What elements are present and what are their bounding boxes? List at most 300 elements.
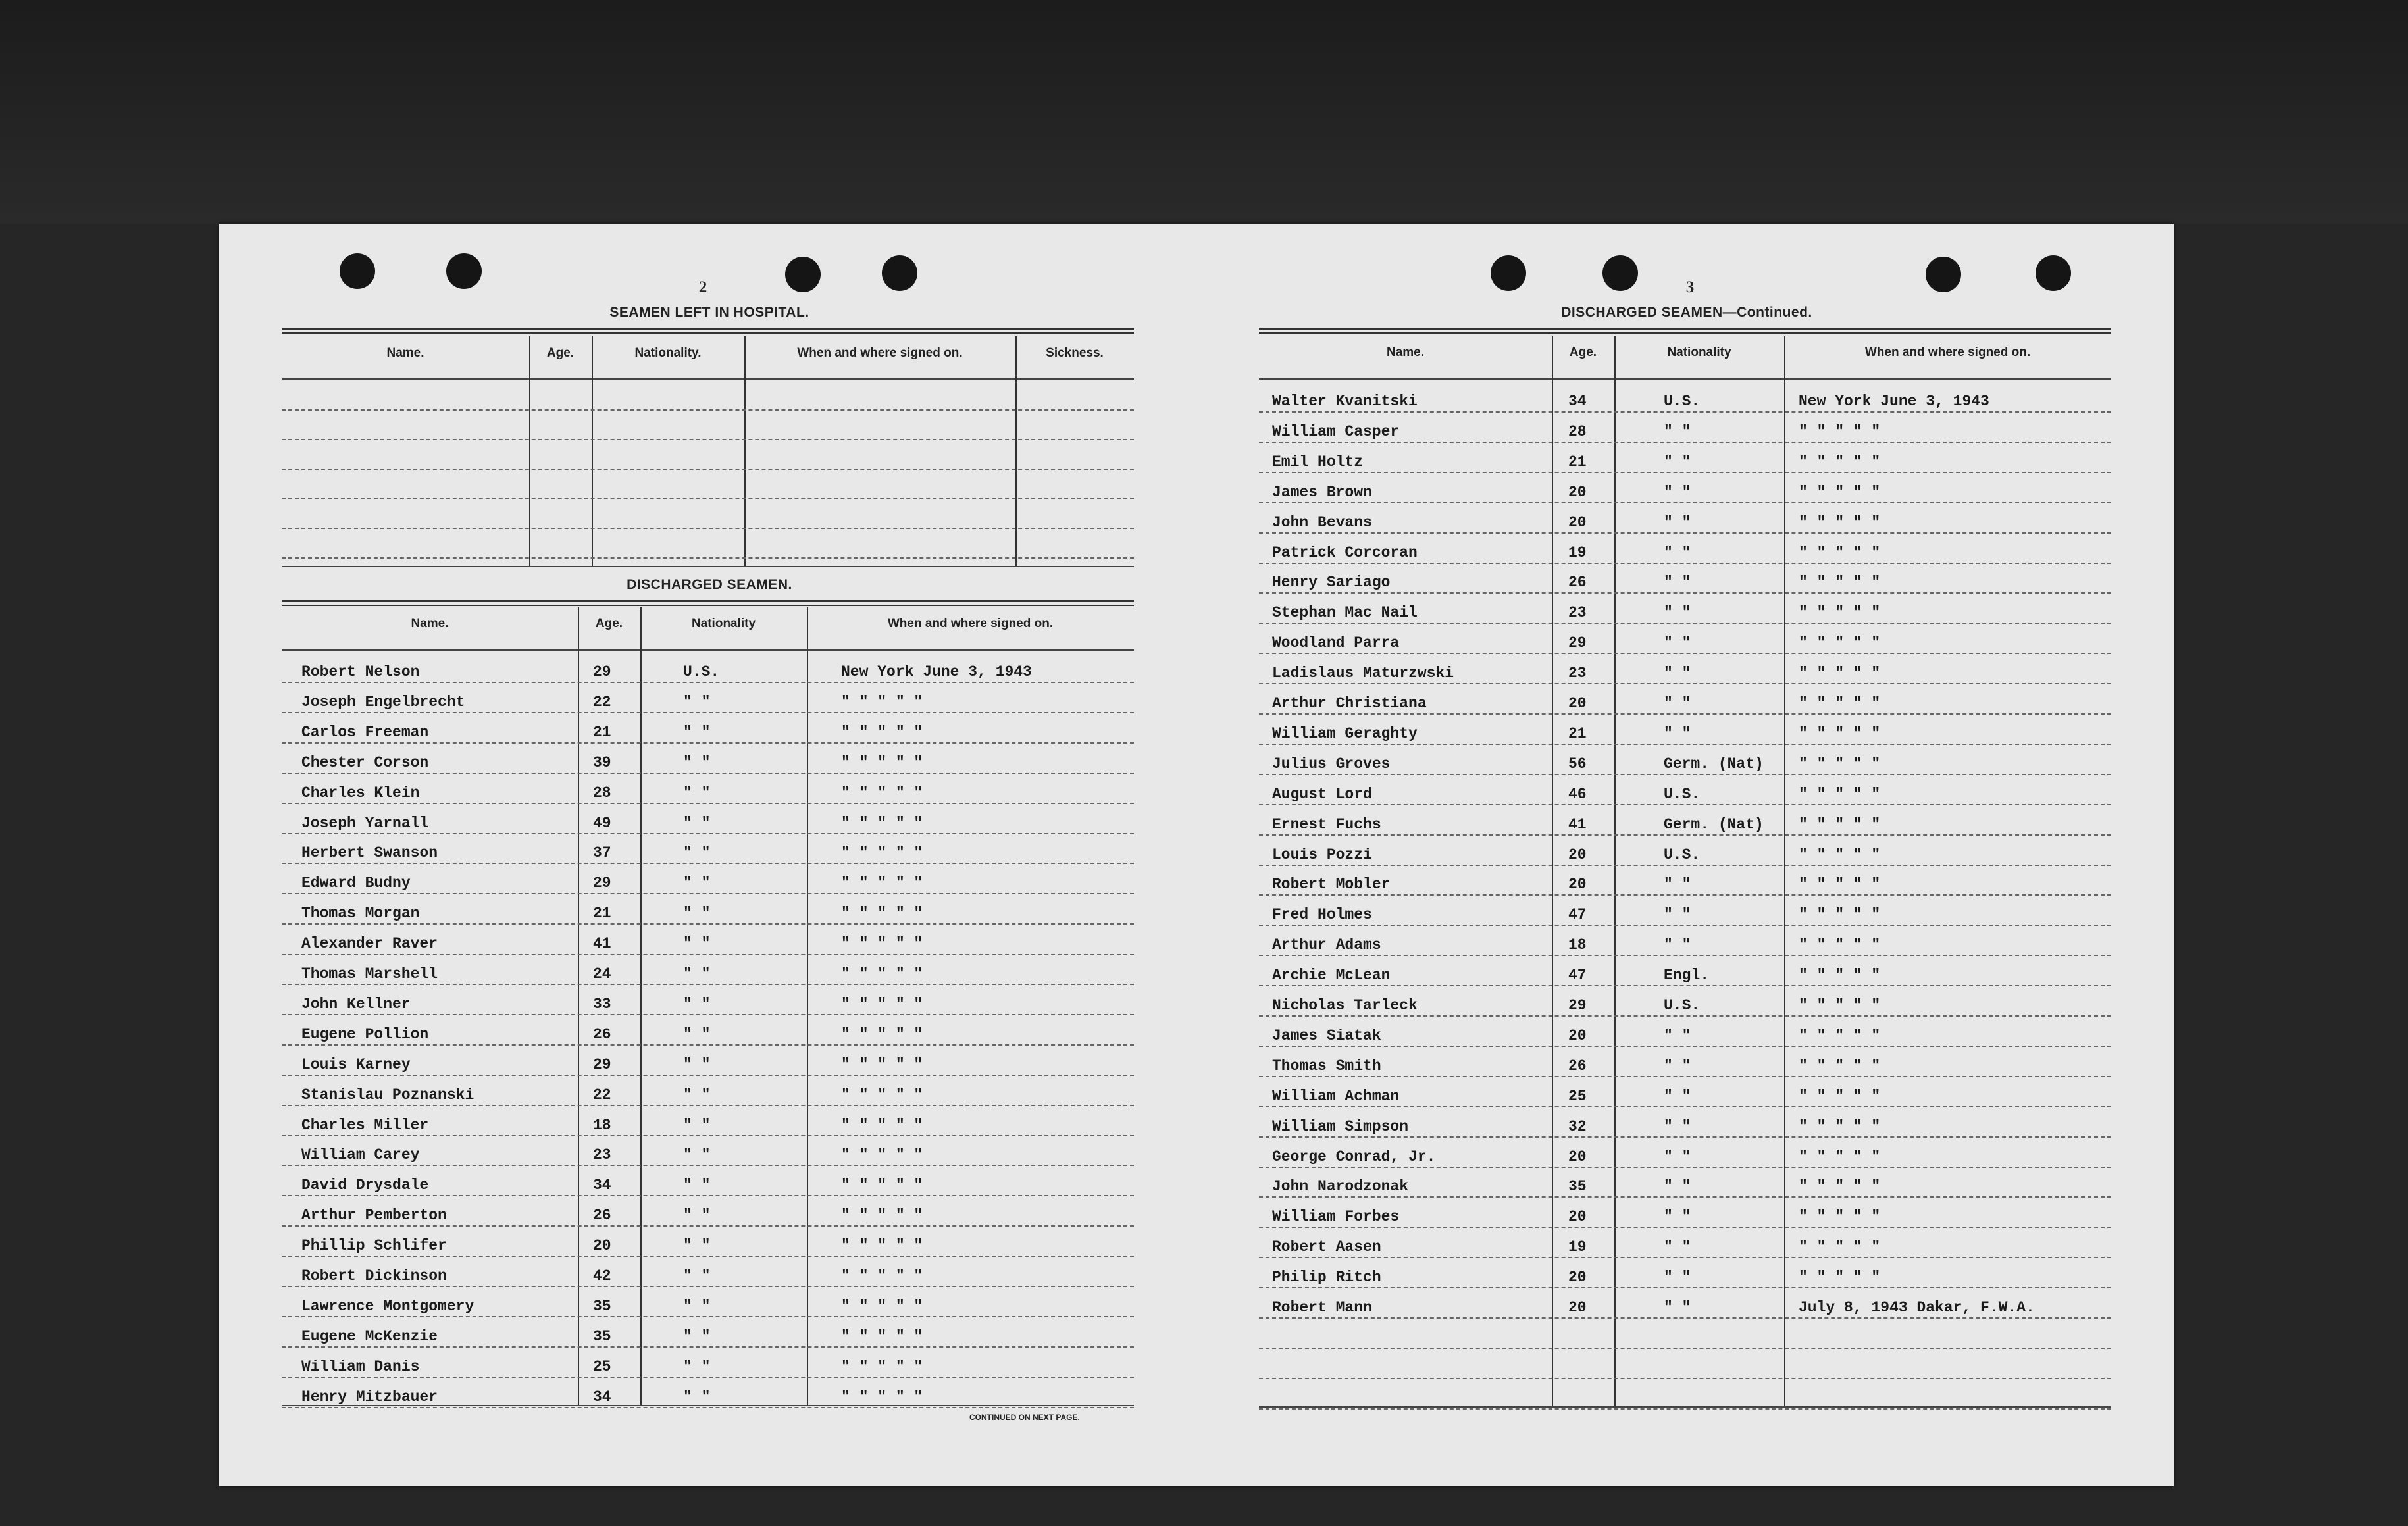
continued-note: CONTINUED ON NEXT PAGE.	[969, 1413, 1080, 1422]
scanner-background	[0, 0, 2408, 224]
seaman-nationality: " "	[683, 875, 711, 892]
seaman-nationality: " "	[683, 1207, 711, 1225]
row-line	[282, 984, 1134, 985]
seaman-nationality: " "	[683, 1086, 711, 1104]
seaman-name: Charles Klein	[301, 784, 420, 801]
seaman-name: Henry Sariago	[1272, 574, 1391, 592]
seaman-nationality: Germ. (Nat)	[1664, 755, 1764, 773]
row-line	[1259, 472, 2111, 473]
row-line	[282, 773, 1134, 774]
seaman-nationality: " "	[1664, 634, 1691, 652]
seaman-age: 23	[1568, 604, 1587, 622]
seaman-age: 37	[593, 844, 611, 862]
seaman-name: Robert Aasen	[1272, 1238, 1381, 1256]
seaman-age: 20	[1568, 1299, 1587, 1316]
column-header: Name.	[386, 346, 424, 360]
signed-on-when-where: " " " " "	[841, 1116, 923, 1134]
signed-on-when-where: " " " " "	[1799, 967, 1881, 984]
seaman-nationality: " "	[1664, 1087, 1691, 1105]
seaman-name: Joseph Yarnall	[301, 814, 429, 832]
signed-on-when-where: " " " " "	[841, 723, 923, 741]
seaman-name: Alexander Raver	[301, 935, 438, 953]
seaman-nationality: " "	[683, 844, 711, 862]
seaman-age: 22	[593, 1086, 611, 1104]
signed-on-when-where: " " " " "	[1799, 725, 1881, 742]
signed-on-when-where: " " " " "	[1799, 1208, 1881, 1226]
seaman-name: Henry Mitzbauer	[301, 1388, 438, 1406]
seaman-age: 42	[593, 1267, 611, 1284]
seaman-age: 21	[593, 723, 611, 741]
seaman-name: Robert Mann	[1272, 1299, 1372, 1316]
seaman-nationality: " "	[683, 1267, 711, 1284]
signed-on-when-where: " " " " "	[1799, 422, 1881, 440]
seaman-age: 29	[593, 875, 611, 892]
row-line	[1259, 411, 2111, 413]
column-header: Name.	[411, 617, 449, 630]
empty-row-line	[282, 439, 1134, 440]
row-line	[1259, 774, 2111, 775]
seaman-age: 34	[593, 1177, 611, 1194]
seaman-age: 56	[1568, 755, 1587, 773]
table-bottom-rule	[1259, 1406, 2111, 1408]
seaman-nationality: " "	[1664, 1148, 1691, 1165]
signed-on-when-where: " " " " "	[1799, 513, 1881, 531]
column-divider	[592, 336, 593, 566]
signed-on-when-where: " " " " "	[841, 1267, 923, 1284]
empty-row-line	[282, 528, 1134, 529]
seaman-age: 35	[593, 1327, 611, 1345]
row-line	[1259, 1227, 2111, 1228]
seaman-age: 28	[593, 784, 611, 801]
signed-on-when-where: " " " " "	[1799, 604, 1881, 622]
seaman-name: Arthur Adams	[1272, 936, 1381, 954]
row-line	[1259, 563, 2111, 564]
seaman-name: Emil Holtz	[1272, 453, 1364, 471]
seaman-nationality: " "	[1664, 936, 1691, 954]
table-rule	[282, 600, 1134, 606]
row-line	[1259, 502, 2111, 503]
row-line	[282, 1195, 1134, 1196]
signed-on-when-where: " " " " "	[1799, 1027, 1881, 1044]
signed-on-when-where: New York June 3, 1943	[1799, 393, 1989, 410]
signed-on-when-where: " " " " "	[841, 844, 923, 862]
seaman-nationality: " "	[1664, 483, 1691, 501]
row-line	[282, 712, 1134, 713]
seaman-age: 23	[593, 1146, 611, 1164]
signed-on-when-where: " " " " "	[1799, 1269, 1881, 1286]
seaman-name: James Brown	[1272, 483, 1372, 501]
row-line	[1259, 1076, 2111, 1077]
seaman-name: Ernest Fuchs	[1272, 815, 1381, 833]
seaman-nationality: " "	[683, 1025, 711, 1043]
seaman-nationality: " "	[683, 1237, 711, 1255]
column-header: Age.	[595, 617, 623, 630]
seaman-nationality: " "	[1664, 453, 1691, 471]
seaman-name: Herbert Swanson	[301, 844, 438, 862]
column-header: Name.	[1386, 345, 1425, 359]
seaman-name: William Carey	[301, 1146, 420, 1164]
table-rule	[1259, 328, 2111, 334]
column-header: When and where signed on.	[1864, 345, 2031, 359]
row-line	[282, 1135, 1134, 1136]
seaman-nationality: " "	[1664, 422, 1691, 440]
row-line	[1259, 1257, 2111, 1258]
signed-on-when-where: " " " " "	[1799, 483, 1881, 501]
row-line	[1259, 442, 2111, 443]
seaman-age: 28	[1568, 422, 1587, 440]
row-line	[1259, 1408, 2111, 1410]
row-line	[1259, 653, 2111, 654]
seaman-age: 18	[1568, 936, 1587, 954]
row-line	[1259, 1015, 2111, 1017]
hospital-section-title: SEAMEN LEFT IN HOSPITAL.	[609, 305, 809, 320]
seaman-nationality: " "	[683, 935, 711, 953]
seaman-age: 20	[1568, 483, 1587, 501]
seaman-nationality: " "	[1664, 544, 1691, 561]
signed-on-when-where: " " " " "	[841, 1358, 923, 1375]
seaman-age: 34	[1568, 393, 1587, 410]
row-line	[282, 893, 1134, 894]
signed-on-when-where: " " " " "	[841, 1025, 923, 1043]
seaman-name: Arthur Christiana	[1272, 695, 1427, 712]
row-line	[282, 742, 1134, 744]
seaman-age: 46	[1568, 785, 1587, 803]
signed-on-when-where: " " " " "	[841, 1388, 923, 1406]
seaman-age: 25	[1568, 1087, 1587, 1105]
seaman-nationality: U.S.	[1664, 997, 1701, 1014]
seaman-nationality: " "	[1664, 1269, 1691, 1286]
row-line	[282, 1346, 1134, 1348]
seaman-name: Lawrence Montgomery	[301, 1297, 474, 1315]
seaman-nationality: " "	[1664, 876, 1691, 894]
column-divider	[744, 336, 746, 566]
column-divider	[1614, 336, 1616, 1406]
seaman-age: 22	[593, 693, 611, 711]
seaman-nationality: " "	[683, 905, 711, 923]
row-line	[1259, 1046, 2111, 1047]
signed-on-when-where: " " " " "	[1799, 1148, 1881, 1165]
seaman-nationality: " "	[1664, 906, 1691, 924]
seaman-age: 21	[593, 905, 611, 923]
signed-on-when-where: " " " " "	[841, 905, 923, 923]
seaman-nationality: " "	[1664, 604, 1691, 622]
seaman-age: 25	[593, 1358, 611, 1375]
seaman-name: August Lord	[1272, 785, 1372, 803]
seaman-age: 47	[1568, 906, 1587, 924]
seaman-nationality: " "	[1664, 695, 1691, 712]
signed-on-when-where: " " " " "	[1799, 665, 1881, 682]
seaman-age: 29	[1568, 634, 1587, 652]
seaman-nationality: " "	[683, 723, 711, 741]
page-number: 2	[698, 278, 707, 296]
seaman-name: Stanislau Poznanski	[301, 1086, 474, 1104]
seaman-name: Louis Pozzi	[1272, 846, 1372, 863]
column-divider	[1784, 336, 1785, 1406]
crew-list-sheet	[219, 224, 2174, 1486]
header-rule	[282, 649, 1134, 651]
signed-on-when-where: " " " " "	[1799, 906, 1881, 924]
seaman-nationality: " "	[683, 1177, 711, 1194]
seaman-age: 23	[1568, 665, 1587, 682]
signed-on-when-where: " " " " "	[1799, 634, 1881, 652]
signed-on-when-where: " " " " "	[841, 753, 923, 771]
signed-on-when-where: " " " " "	[841, 1177, 923, 1194]
signed-on-when-where: " " " " "	[1799, 755, 1881, 773]
row-line	[282, 1014, 1134, 1015]
row-line	[1259, 1378, 2111, 1379]
signed-on-when-where: " " " " "	[1799, 997, 1881, 1014]
row-line	[1259, 1167, 2111, 1168]
row-line	[1259, 925, 2111, 926]
signed-on-when-where: " " " " "	[841, 995, 923, 1013]
seaman-nationality: U.S.	[1664, 785, 1701, 803]
row-line	[1259, 713, 2111, 715]
seaman-age: 20	[1568, 1148, 1587, 1165]
row-line	[1259, 985, 2111, 986]
seaman-name: Eugene McKenzie	[301, 1327, 438, 1345]
signed-on-when-where: " " " " "	[1799, 544, 1881, 561]
seaman-name: Stephan Mac Nail	[1272, 604, 1418, 622]
row-line	[282, 954, 1134, 955]
seaman-nationality: " "	[683, 1358, 711, 1375]
seaman-nationality: " "	[683, 1116, 711, 1134]
seaman-age: 24	[593, 965, 611, 982]
column-header: Age.	[546, 346, 575, 360]
row-line	[1259, 532, 2111, 534]
seaman-name: Archie McLean	[1272, 967, 1391, 984]
row-line	[1259, 1136, 2111, 1138]
seaman-age: 20	[1568, 695, 1587, 712]
signed-on-when-where: " " " " "	[1799, 574, 1881, 592]
row-line	[1259, 1287, 2111, 1288]
row-line	[282, 1316, 1134, 1317]
discharged-section-title: DISCHARGED SEAMEN.	[627, 577, 792, 592]
row-line	[1259, 834, 2111, 836]
seaman-name: William Achman	[1272, 1087, 1400, 1105]
signed-on-when-where: July 8, 1943 Dakar, F.W.A.	[1799, 1299, 2035, 1316]
seaman-name: Fred Holmes	[1272, 906, 1372, 924]
seaman-name: William Simpson	[1272, 1117, 1409, 1135]
row-line	[282, 803, 1134, 804]
seaman-name: William Casper	[1272, 422, 1400, 440]
seaman-age: 21	[1568, 725, 1587, 742]
seaman-age: 32	[1568, 1117, 1587, 1135]
signed-on-when-where: " " " " "	[1799, 695, 1881, 712]
seaman-nationality: Engl.	[1664, 967, 1710, 984]
seaman-nationality: U.S.	[1664, 393, 1701, 410]
table-bottom-rule	[282, 566, 1134, 567]
column-header: When and where signed on.	[797, 346, 963, 360]
signed-on-when-where: " " " " "	[1799, 876, 1881, 894]
row-line	[1259, 1106, 2111, 1107]
signed-on-when-where: " " " " "	[841, 814, 923, 832]
column-header: Nationality	[691, 617, 756, 630]
seaman-nationality: " "	[683, 1146, 711, 1164]
row-line	[1259, 623, 2111, 624]
seaman-name: Robert Nelson	[301, 663, 420, 680]
seaman-name: Woodland Parra	[1272, 634, 1400, 652]
seaman-age: 34	[593, 1388, 611, 1406]
row-line	[1259, 1348, 2111, 1349]
seaman-age: 20	[1568, 846, 1587, 863]
seaman-age: 26	[593, 1207, 611, 1225]
right-page	[1259, 224, 2114, 1486]
seaman-age: 41	[593, 935, 611, 953]
seaman-age: 26	[1568, 574, 1587, 592]
seaman-age: 20	[593, 1237, 611, 1255]
seaman-nationality: " "	[1664, 1238, 1691, 1256]
empty-row-line	[282, 409, 1134, 411]
signed-on-when-where: " " " " "	[841, 1237, 923, 1255]
column-header: Nationality.	[634, 346, 702, 360]
seaman-name: Nicholas Tarleck	[1272, 997, 1418, 1014]
row-line	[282, 682, 1134, 683]
column-header: Nationality	[1667, 345, 1731, 359]
seaman-nationality: " "	[683, 1327, 711, 1345]
seaman-age: 20	[1568, 1269, 1587, 1286]
signed-on-when-where: " " " " "	[1799, 1087, 1881, 1105]
seaman-name: Ladislaus Maturzwski	[1272, 665, 1454, 682]
seaman-name: Edward Budny	[301, 875, 411, 892]
signed-on-when-where: " " " " "	[841, 1207, 923, 1225]
signed-on-when-where: " " " " "	[841, 1327, 923, 1345]
seaman-nationality: Germ. (Nat)	[1664, 815, 1764, 833]
seaman-age: 41	[1568, 815, 1587, 833]
signed-on-when-where: " " " " "	[841, 1086, 923, 1104]
seaman-nationality: " "	[683, 1055, 711, 1073]
discharged-continued-title: DISCHARGED SEAMEN—Continued.	[1561, 305, 1812, 320]
seaman-name: Julius Groves	[1272, 755, 1391, 773]
header-rule	[1259, 378, 2111, 380]
seaman-name: Chester Corson	[301, 753, 429, 771]
column-divider	[1015, 336, 1017, 566]
empty-row-line	[282, 469, 1134, 470]
seaman-nationality: " "	[683, 965, 711, 982]
seaman-nationality: " "	[1664, 574, 1691, 592]
seaman-age: 33	[593, 995, 611, 1013]
seaman-name: Robert Dickinson	[301, 1267, 447, 1284]
column-header: Age.	[1569, 345, 1597, 359]
seaman-nationality: " "	[683, 753, 711, 771]
column-divider	[1552, 336, 1553, 1406]
seaman-age: 18	[593, 1116, 611, 1134]
seaman-age: 29	[593, 663, 611, 680]
seaman-nationality: U.S.	[1664, 846, 1701, 863]
signed-on-when-where: " " " " "	[1799, 815, 1881, 833]
row-line	[1259, 1317, 2111, 1319]
seaman-age: 35	[1568, 1178, 1587, 1196]
row-line	[1259, 804, 2111, 805]
signed-on-when-where: New York June 3, 1943	[841, 663, 1032, 680]
seaman-name: Louis Karney	[301, 1055, 411, 1073]
row-line	[1259, 592, 2111, 594]
row-line	[1259, 865, 2111, 866]
seaman-nationality: " "	[1664, 1027, 1691, 1044]
row-line	[282, 1044, 1134, 1046]
empty-row-line	[282, 498, 1134, 499]
row-line	[282, 1286, 1134, 1287]
signed-on-when-where: " " " " "	[1799, 785, 1881, 803]
seaman-nationality: " "	[683, 1297, 711, 1315]
seaman-name: Thomas Marshell	[301, 965, 438, 982]
seaman-name: Arthur Pemberton	[301, 1207, 447, 1225]
signed-on-when-where: " " " " "	[841, 875, 923, 892]
seaman-age: 20	[1568, 876, 1587, 894]
row-line	[282, 923, 1134, 925]
seaman-name: John Kellner	[301, 995, 411, 1013]
seaman-name: Thomas Morgan	[301, 905, 420, 923]
seaman-name: William Geraghty	[1272, 725, 1418, 742]
signed-on-when-where: " " " " "	[841, 1297, 923, 1315]
signed-on-when-where: " " " " "	[1799, 1178, 1881, 1196]
seaman-age: 19	[1568, 1238, 1587, 1256]
seaman-nationality: " "	[1664, 1057, 1691, 1075]
row-line	[282, 1075, 1134, 1076]
seaman-name: David Drysdale	[301, 1177, 429, 1194]
seaman-nationality: " "	[683, 784, 711, 801]
column-divider	[529, 336, 530, 566]
seaman-name: John Narodzonak	[1272, 1178, 1409, 1196]
signed-on-when-where: " " " " "	[1799, 453, 1881, 471]
signed-on-when-where: " " " " "	[1799, 1057, 1881, 1075]
seaman-name: Carlos Freeman	[301, 723, 429, 741]
signed-on-when-where: " " " " "	[841, 965, 923, 982]
seaman-name: George Conrad, Jr.	[1272, 1148, 1436, 1165]
signed-on-when-where: " " " " "	[1799, 1238, 1881, 1256]
seaman-age: 26	[1568, 1057, 1587, 1075]
table-bottom-rule	[282, 1405, 1134, 1406]
row-line	[1259, 955, 2111, 956]
row-line	[282, 1377, 1134, 1378]
row-line	[1259, 744, 2111, 745]
signed-on-when-where: " " " " "	[841, 1055, 923, 1073]
left-page	[282, 224, 1137, 1486]
column-header: When and where signed on.	[887, 617, 1054, 630]
seaman-name: Charles Miller	[301, 1116, 429, 1134]
signed-on-when-where: " " " " "	[841, 935, 923, 953]
row-line	[282, 1105, 1134, 1106]
seaman-name: William Forbes	[1272, 1208, 1400, 1226]
seaman-name: Phillip Schlifer	[301, 1237, 447, 1255]
row-line	[282, 1407, 1134, 1408]
signed-on-when-where: " " " " "	[1799, 1117, 1881, 1135]
row-line	[282, 1256, 1134, 1257]
seaman-name: Philip Ritch	[1272, 1269, 1381, 1286]
seaman-name: William Danis	[301, 1358, 420, 1375]
seaman-age: 29	[593, 1055, 611, 1073]
seaman-name: Patrick Corcoran	[1272, 544, 1418, 561]
column-header: Sickness.	[1046, 346, 1104, 360]
seaman-age: 26	[593, 1025, 611, 1043]
seaman-nationality: " "	[1664, 1299, 1691, 1316]
seaman-age: 20	[1568, 1208, 1587, 1226]
seaman-age: 21	[1568, 453, 1587, 471]
empty-row-line	[282, 557, 1134, 559]
seaman-nationality: " "	[1664, 725, 1691, 742]
seaman-name: Thomas Smith	[1272, 1057, 1381, 1075]
seaman-name: Walter Kvanitski	[1272, 393, 1418, 410]
page-number: 3	[1685, 278, 1695, 296]
row-line	[1259, 683, 2111, 684]
row-line	[1259, 894, 2111, 896]
seaman-nationality: " "	[1664, 1178, 1691, 1196]
signed-on-when-where: " " " " "	[841, 1146, 923, 1164]
signed-on-when-where: " " " " "	[1799, 846, 1881, 863]
seaman-age: 29	[1568, 997, 1587, 1014]
seaman-age: 19	[1568, 544, 1587, 561]
seaman-age: 20	[1568, 1027, 1587, 1044]
seaman-nationality: " "	[683, 1388, 711, 1406]
